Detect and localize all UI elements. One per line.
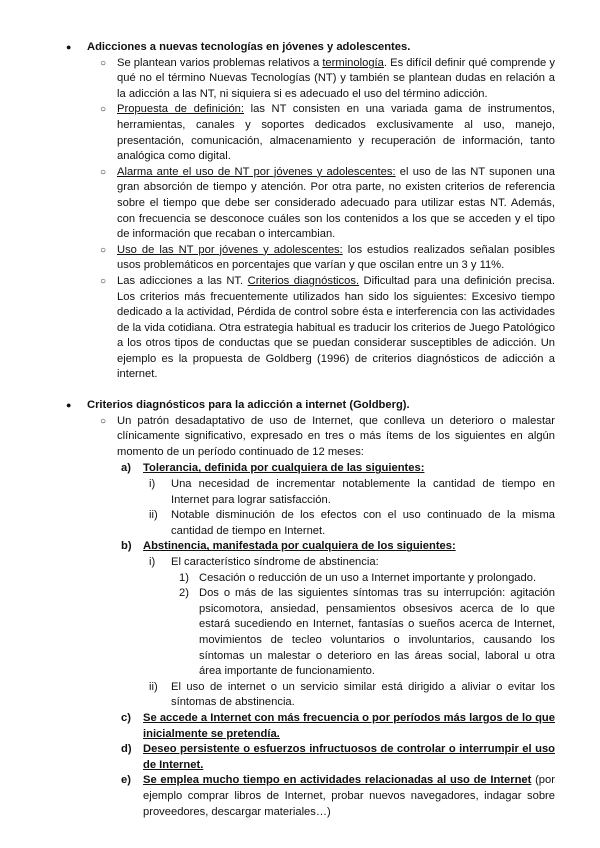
criterion-title: Abstinencia, manifestada por cualquiera de los siguientes: [143, 540, 456, 553]
criterion-title: Se accede a Internet con más frecuencia o por períodos más largos de lo que inicialmente se pretendía. [143, 711, 555, 740]
item-text: . Es difícil definir qué comprende y qué no el término Nuevas Tecnologías (NT) y también se plantean dudas en relación a la adicción a las NT, ni siquiera si es adecuado el uso del término adicción. [117, 56, 555, 100]
sub-text: El uso de internet o un servicio similar está dirigido a aliviar o evitar los síntomas de abstinencia. [171, 680, 555, 709]
numbered-label: 1) [179, 571, 189, 584]
criteria-list [117, 461, 555, 820]
list-item [87, 165, 555, 243]
item-text: Dificultad para una definición precisa. Los criterios más frecuentemente utilizados han sido los siguientes: Excesivo tiempo dedicado a la actividad, Pérdida de control sobre ésta e interferencia con las actividades de la vida cotidiana. Otra estrategia habitual es traducir los criterios de Juego Patológico a los otros tipos de conductas que se puedan considerar susceptibles de adicción. Un ejemplo es la propuesta de Goldberg (1996) de criterios diagnósticos de adicción a internet. [117, 274, 555, 381]
criterion-title: Tolerancia, definida por cualquiera de las siguientes: [143, 462, 425, 475]
item-underlined: terminología [322, 56, 384, 69]
criterion-title: Se emplea mucho tiempo en actividades relacionadas al uso de Internet [143, 774, 532, 787]
section-title: Criterios diagnósticos para la adicción a internet (Goldberg). [87, 399, 410, 412]
sub-item [143, 508, 555, 539]
sub-list [143, 555, 555, 711]
sub-text: El característico síndrome de abstinencia: [171, 556, 379, 568]
item-underlined: Propuesta de definición: [117, 103, 245, 116]
criterion-item [107, 461, 555, 539]
circle-bullet-icon: ○ [100, 57, 107, 69]
bullet-icon: ● [66, 400, 72, 411]
criteria-intro: Un patrón desadaptativo de uso de Internet, que conlleva un deterioro o malestar clínicamente significativo, expresado en tres o más ítems de los siguientes en algún momento de un período continuado de 12 meses: [117, 414, 555, 458]
numbered-label: 2) [179, 587, 189, 600]
item-text: Se plantean varios problemas relativos a [117, 56, 323, 69]
item-text: el uso de las NT suponen una gran absorción de tiempo y atención. Por otra parte, no existen criterios de referencia sobre el tiempo que debe ser considerado adecuado para utilizar estas NT. Además, con frecuencia se desconoce cuáles son los contenidos a los que se acceden y el tipo de información que recaban o intercambian. [117, 165, 555, 241]
numbered-item [171, 571, 555, 587]
sub-item [143, 477, 555, 508]
criterion-label: a) [121, 462, 131, 475]
criterion-title: Deseo persistente o esfuerzos infructuosos de controlar o interrumpir el uso de Internet. [143, 743, 555, 771]
item-text: los estudios realizados señalan posibles usos problemáticos en porcentajes que varían y que oscilan entre un 3 y 11%. [117, 243, 555, 272]
numbered-text: Dos o más de las siguientes síntomas tras su interrupción: agitación psicomotora, ansiedad, pensamientos obsesivos acerca de lo que estará sucediendo en Internet, fantasías o sueños acerca de Internet, movimientos de tecleo voluntarios o involuntarios, causando los síntomas un malestar o deterioro en las áreas social, laboral u otra área importante de funcionamiento. [199, 587, 555, 678]
item-underlined: Alarma ante el uso de NT por jóvenes y adolescentes: [117, 165, 396, 178]
sub-label: i) [149, 478, 156, 491]
section-criterios [0, 398, 600, 820]
bullet-icon: ● [66, 42, 72, 52]
item-text: Las adicciones a las NT. [117, 274, 248, 287]
criterion-item [107, 539, 555, 711]
section-spacer [0, 383, 600, 398]
section-title: Adicciones a nuevas tecnologías en jóvenes y adolescentes. [87, 41, 411, 53]
criterion-rest: (por ejemplo comprar libros de Internet, probar nuevos navegadores, indagar sobre proveedores, descargar materiales…) [143, 774, 555, 818]
criterion-label: d) [121, 743, 132, 756]
circle-bullet-icon: ○ [100, 415, 107, 427]
criterion-item [107, 742, 555, 773]
sub-label: ii) [149, 680, 158, 693]
list-item [87, 56, 555, 103]
circle-bullet-icon: ○ [100, 166, 107, 178]
sub-text: Notable disminución de los efectos con el uso continuado de la misma cantidad de tiempo en Internet. [171, 509, 555, 537]
list-item [87, 102, 555, 164]
criterion-label: e) [121, 774, 131, 787]
numbered-text: Cesación o reducción de un uso a Internet importante y prolongado. [199, 571, 537, 584]
bullet-list [87, 414, 555, 820]
sub-item [143, 680, 555, 711]
section-adicciones [0, 40, 600, 383]
list-item [87, 274, 555, 383]
item-underlined: Uso de las NT por jóvenes y adolescentes: [117, 243, 343, 256]
bullet-list [87, 56, 555, 383]
sub-item [143, 555, 555, 680]
sub-text: Una necesidad de incrementar notablemente la cantidad de tiempo en Internet para lograr satisfacción. [171, 478, 555, 506]
sub-list [143, 477, 555, 539]
circle-bullet-icon: ○ [100, 104, 107, 116]
numbered-item [171, 586, 555, 680]
criterion-label: b) [121, 540, 132, 553]
circle-bullet-icon: ○ [100, 244, 107, 256]
criterion-item [107, 711, 555, 742]
numbered-list [171, 571, 555, 680]
criterion-item [107, 773, 555, 820]
item-underlined: Criterios diagnósticos. [247, 274, 360, 287]
list-item [87, 243, 555, 274]
circle-bullet-icon: ○ [100, 275, 107, 287]
sub-label: ii) [149, 509, 158, 522]
item-text: las NT consisten en una variada gama de instrumentos, herramientas, canales y soportes dedicados exclusivamente al uso, manejo, presentación, comunicación, almacenamiento y recuperación de información, tanto analógica como digital. [117, 103, 555, 163]
list-item [87, 414, 555, 820]
criterion-label: c) [121, 711, 131, 724]
sub-label: i) [149, 556, 156, 568]
